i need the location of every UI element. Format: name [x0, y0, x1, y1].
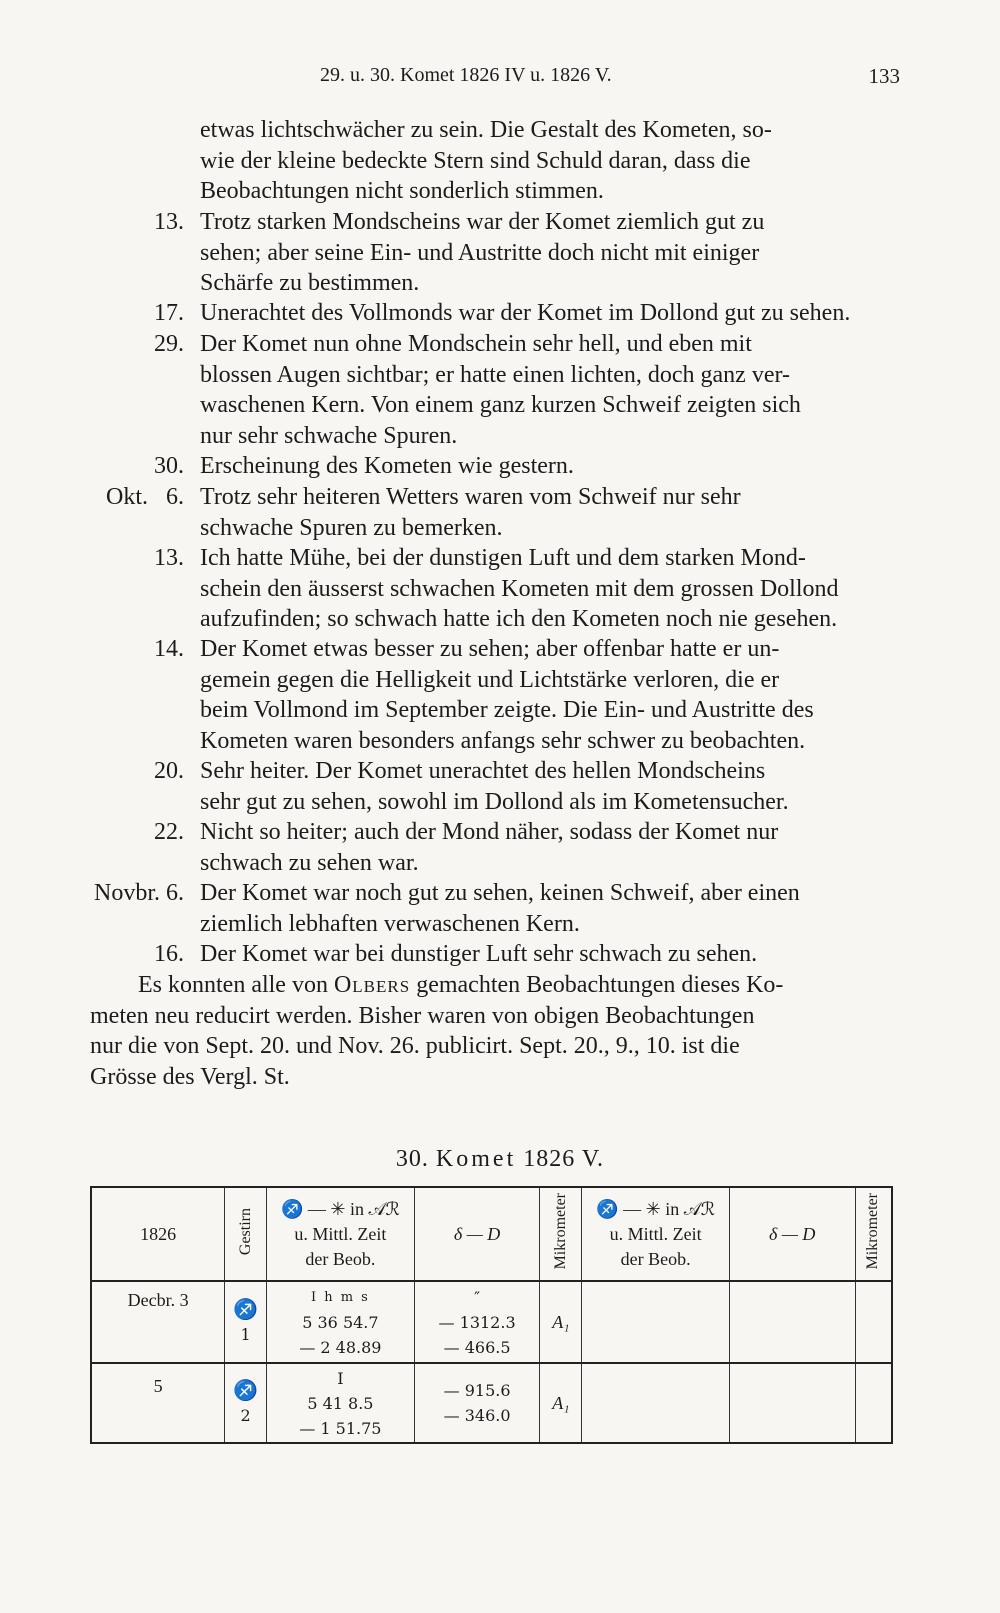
row-empty [855, 1363, 892, 1443]
entry-label: 17. [154, 300, 184, 326]
entry-label: 29. [154, 331, 184, 357]
row-gestirn: ♐ 2 [225, 1363, 267, 1443]
observation-table [90, 1186, 893, 1444]
entry-text: Unerachtet des Vollmonds war der Komet im Dollond gut zu sehen. [200, 300, 851, 326]
entry-text: Ich hatte Mühe, bei der dunstigen Luft und dem starken Mond- schein den äusserst schwachen Kometen mit dem grossen Dollond aufzufinden; so schwach hatte ich den Kometen noch nie gesehen. [200, 545, 839, 632]
row-delta: ″ — 1312.3 — 466.5 [414, 1281, 540, 1363]
row-ra: I h m s 5 36 54.7 — 2 48.89 [267, 1281, 415, 1363]
row-empty [855, 1281, 892, 1363]
entry-text: Der Komet war bei dunstiger Luft sehr schwach zu sehen. [200, 941, 758, 967]
entry-label: Okt. 6. [106, 484, 184, 510]
header-year: 1826 [91, 1187, 225, 1281]
entry-label: 20. [154, 758, 184, 784]
entry-text: Trotz sehr heiteren Wetters waren vom Schweif nur sehr schwache Spuren zu bemerken. [200, 484, 741, 541]
table-row [91, 1281, 892, 1363]
entry-label: 14. [154, 636, 184, 662]
entry-label: 30. [154, 453, 184, 479]
row-empty [582, 1363, 730, 1443]
header-mikrometer: Mikrometer [540, 1187, 582, 1281]
row-mikrometer: A₁ [540, 1281, 582, 1363]
header-delta-2: δ — D [729, 1187, 855, 1281]
row-gestirn: ♐ 1 [225, 1281, 267, 1363]
entry-text: Der Komet etwas besser zu sehen; aber offenbar hatte er un- gemein gegen die Helligkeit und Lichtstärke verloren, die er beim Vollmond im September zeigte. Die Ein- und Austritte des Kometen waren besonders anfangs sehr schwer zu beobachten. [200, 636, 814, 754]
running-title: 29. u. 30. Komet 1826 IV u. 1826 V. [320, 64, 612, 86]
header-ra-2: ♐ — ✳ in 𝒜ℛ u. Mittl. Zeit der Beob. [582, 1187, 730, 1281]
entry-label: 22. [154, 819, 184, 845]
row-delta: — 915.6 — 346.0 [414, 1363, 540, 1443]
entry-text: Nicht so heiter; auch der Mond näher, sodass der Komet nur schwach zu sehen war. [200, 819, 779, 876]
row-empty [729, 1363, 855, 1443]
row-empty [729, 1281, 855, 1363]
author-name: Olbers [333, 972, 411, 998]
section-title: 30. Komet 1826 V. [395, 1146, 605, 1172]
header-ra: ♐ — ✳ in 𝒜ℛ u. Mittl. Zeit der Beob. [267, 1187, 415, 1281]
row-ra: I 5 41 8.5 — 1 51.75 [267, 1363, 415, 1443]
entry-text: Erscheinung des Kometen wie gestern. [200, 453, 574, 479]
row-date: Decbr. 3 [91, 1281, 225, 1363]
entry-text: Trotz starken Mondscheins war der Komet ziemlich gut zu sehen; aber seine Ein- und Austritte doch nicht mit einiger Schärfe zu bestimmen. [200, 209, 765, 296]
entry-text: Der Komet war noch gut zu sehen, keinen Schweif, aber einen ziemlich lebhaften verwaschenen Kern. [200, 880, 800, 937]
entry-text: Sehr heiter. Der Komet unerachtet des hellen Mondscheins sehr gut zu sehen, sowohl im Dollond als im Kometensucher. [200, 758, 789, 815]
entry-continuation: etwas lichtschwächer zu sein. Die Gestalt des Kometen, so- wie der kleine bedeckte Stern sind Schuld daran, dass die Beobachtungen nicht sonderlich stimmen. [200, 117, 772, 204]
table-row [91, 1363, 892, 1443]
closing-paragraph: Es konnten alle von Olbers gemachten Beobachtungen dieses Ko- meten neu reducirt werden. Bisher waren von obigen Beobachtungen nur die von Sept. 20. und Nov. 26. publicirt. Sept. 20., 9., 10. ist die Grösse des Vergl. St. [90, 972, 784, 1090]
entry-label: 13. [154, 545, 184, 571]
page-header [0, 62, 1000, 92]
row-mikrometer: A₁ [540, 1363, 582, 1443]
header-mikrometer-2: Mikrometer [855, 1187, 892, 1281]
header-gestirn: Gestirn [225, 1187, 267, 1281]
row-empty [582, 1281, 730, 1363]
row-date: 5 [91, 1363, 225, 1443]
entry-label: 16. [154, 941, 184, 967]
entry-label: 13. [154, 209, 184, 235]
header-delta: δ — D [414, 1187, 540, 1281]
page-number: 133 [868, 64, 900, 88]
table-header-row [91, 1187, 892, 1281]
entry-text: Der Komet nun ohne Mondschein sehr hell, und eben mit blossen Augen sichtbar; er hatte einen lichten, doch ganz ver- waschenen Kern. Von einem ganz kurzen Schweif zeigten sich nur sehr schwache Spuren. [200, 331, 801, 449]
entry-label: Novbr. 6. [94, 880, 184, 906]
